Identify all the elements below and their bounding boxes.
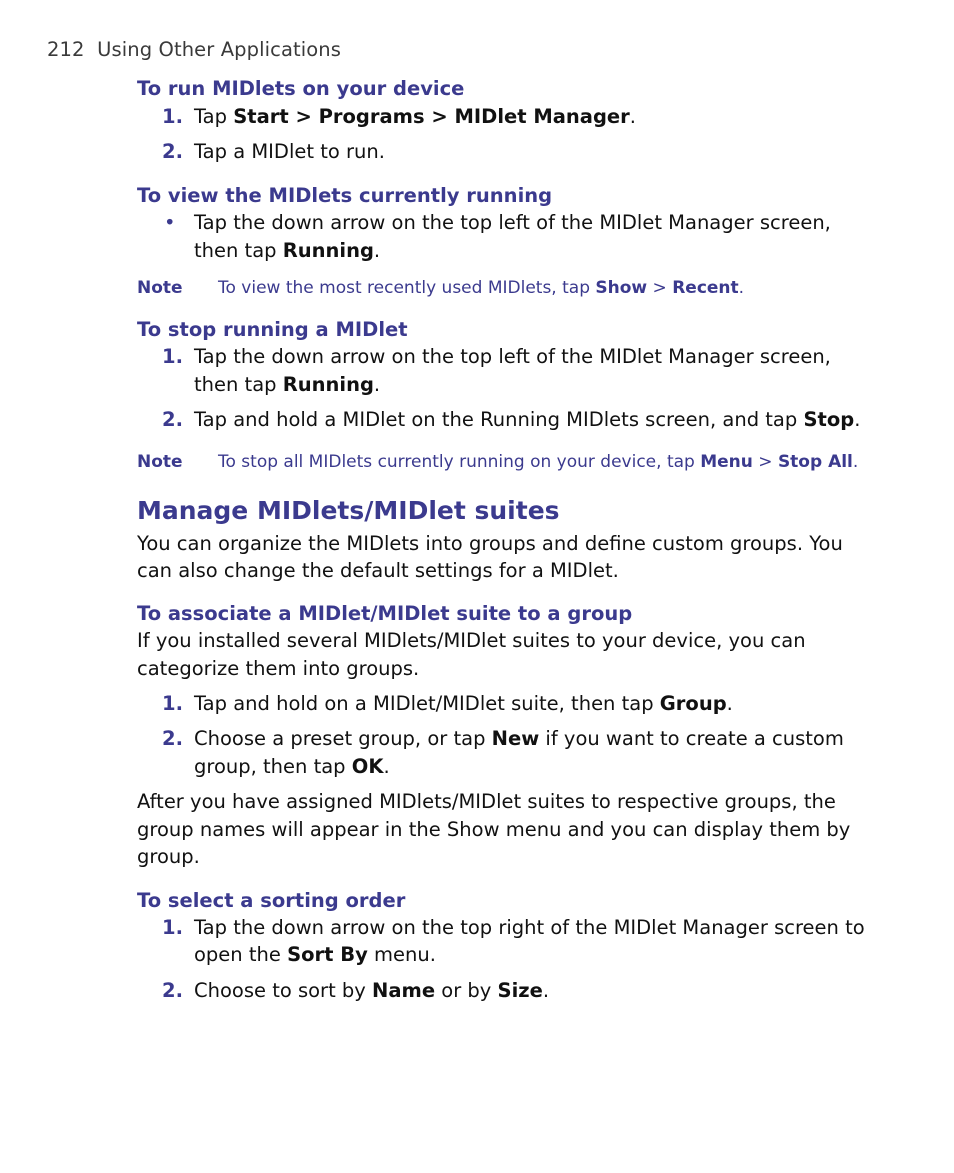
sorting-step-2-text: Choose to sort by Name or by Size. [194,979,550,1002]
associate-after-line-2: group names will appear in the Show menu and you can display them by [137,818,851,841]
sorting-step-2-number: 2. [162,979,183,1002]
associate-after-line-1: After you have assigned MIDlets/MIDlet suites to respective groups, the [137,790,836,813]
note-2-label: Note [137,452,183,472]
run-heading: To run MIDlets on your device [137,77,465,100]
sorting-step-1-line-1: Tap the down arrow on the top right of the MIDlet Manager screen to [194,916,865,939]
run-step-1-text: Tap Start > Programs > MIDlet Manager. [194,105,636,128]
run-step-1-path: Start > Programs > MIDlet Manager [233,105,630,128]
associate-step-2-line-2: group, then tap OK. [194,755,390,778]
page-number: 212 [47,38,85,61]
run-step-2-text: Tap a MIDlet to run. [194,140,385,163]
stop-heading: To stop running a MIDlet [137,318,408,341]
stop-step-2-number: 2. [162,408,183,431]
associate-after-line-3: group. [137,845,200,868]
chapter-title: Using Other Applications [97,38,342,61]
associate-heading: To associate a MIDlet/MIDlet suite to a group [137,602,633,625]
associate-step-1-number: 1. [162,692,183,715]
stop-step-1-line-2: then tap Running. [194,373,381,396]
view-heading: To view the MIDlets currently running [137,184,553,207]
manage-section-title: Manage MIDlets/MIDlet suites [137,496,560,525]
stop-step-1-number: 1. [162,345,183,368]
note-1-label: Note [137,278,183,298]
sorting-step-1-line-2: open the Sort By menu. [194,943,436,966]
sorting-heading: To select a sorting order [137,889,406,912]
manage-intro-line-1: You can organize the MIDlets into groups and define custom groups. You [137,532,843,555]
note-1-text: To view the most recently used MIDlets, tap Show > Recent. [218,278,745,298]
page-header [47,38,341,61]
sorting-step-1-number: 1. [162,916,183,939]
run-step-1-number: 1. [162,105,183,128]
associate-step-2-line-1: Choose a preset group, or tap New if you want to create a custom [194,727,844,750]
associate-step-1-text: Tap and hold on a MIDlet/MIDlet suite, then tap Group. [194,692,733,715]
associate-intro-line-1: If you installed several MIDlets/MIDlet suites to your device, you can [137,629,806,652]
view-line-2: then tap Running. [194,239,381,262]
associate-step-2-number: 2. [162,727,183,750]
note-2-text: To stop all MIDlets currently running on your device, tap Menu > Stop All. [218,452,859,472]
associate-intro-line-2: categorize them into groups. [137,657,420,680]
run-step-2-number: 2. [162,140,183,163]
stop-step-1-line-1: Tap the down arrow on the top left of the MIDlet Manager screen, [194,345,831,368]
stop-step-2-text: Tap and hold a MIDlet on the Running MIDlets screen, and tap Stop. [194,408,861,431]
view-bullet: • [164,211,176,234]
manage-intro-line-2: can also change the default settings for a MIDlet. [137,559,619,582]
view-line-1: Tap the down arrow on the top left of the MIDlet Manager screen, [194,211,831,234]
